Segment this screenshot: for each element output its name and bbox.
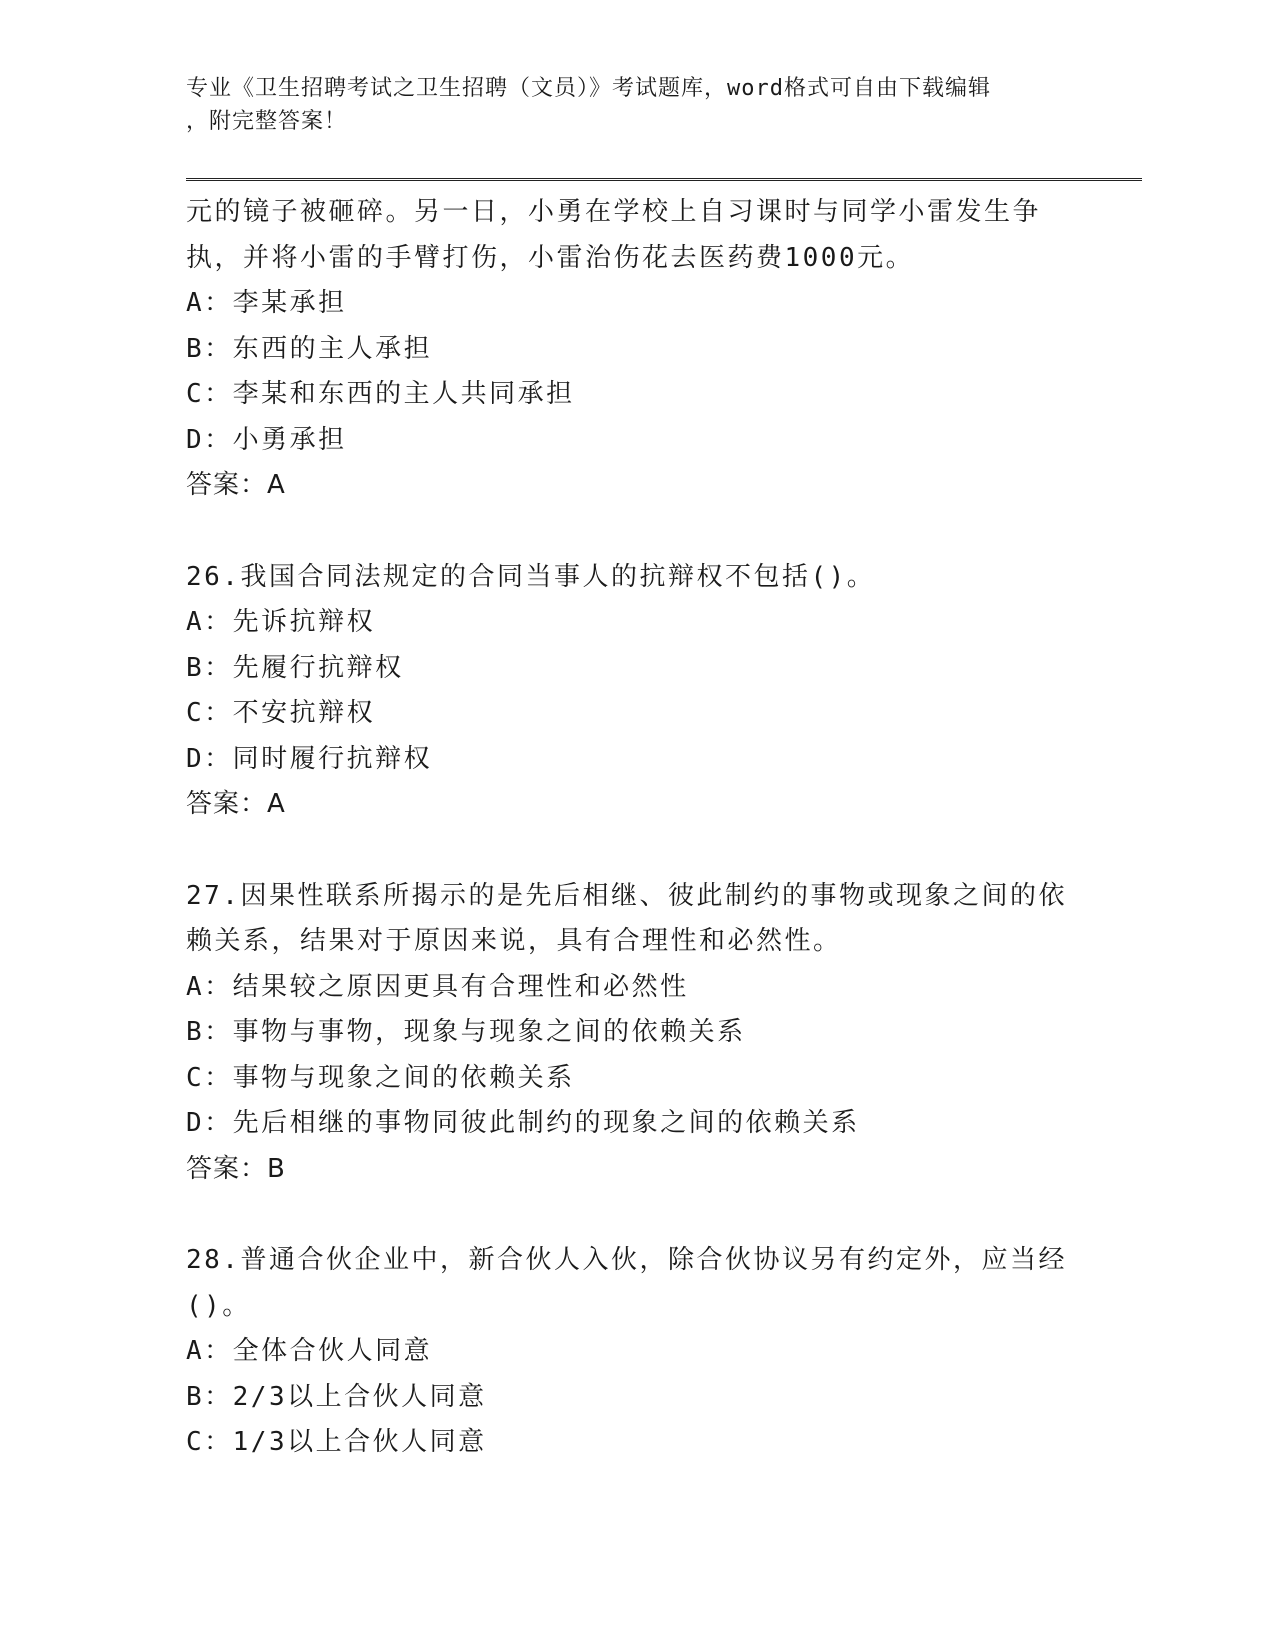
question-26 bbox=[186, 555, 1086, 828]
header-line-2: ，附完整答案！ bbox=[186, 109, 348, 134]
spacer bbox=[186, 1192, 1086, 1238]
option-d: D：先后相继的事物同彼此制约的现象之间的依赖关系 bbox=[186, 1108, 860, 1138]
option-c: C：1/3以上合伙人同意 bbox=[186, 1427, 487, 1457]
option-c: C：李某和东西的主人共同承担 bbox=[186, 379, 575, 409]
spacer bbox=[186, 509, 1086, 555]
option-b: B：先履行抗辩权 bbox=[186, 652, 404, 683]
question-stem: 28.普通合伙企业中，新合伙人入伙，除合伙协议另有约定外，应当经 bbox=[186, 1245, 1067, 1275]
option-b: B：事物与事物，现象与现象之间的依赖关系 bbox=[186, 1017, 746, 1047]
answer-label: 答案：B bbox=[186, 1153, 286, 1184]
question-stem: 27.因果性联系所揭示的是先后相继、彼此制约的事物或现象之间的依 bbox=[186, 880, 1067, 911]
document-header bbox=[186, 72, 1086, 138]
question-stem: 元的镜子被砸碎。另一日，小勇在学校上自习课时与同学小雷发生争 bbox=[186, 197, 1042, 227]
option-d: D：同时履行抗辩权 bbox=[186, 743, 433, 774]
question-stem: ()。 bbox=[186, 1290, 251, 1321]
option-a: A：结果较之原因更具有合理性和必然性 bbox=[186, 971, 689, 1002]
option-c: C：不安抗辩权 bbox=[186, 698, 376, 728]
option-b: B：东西的主人承担 bbox=[186, 333, 433, 364]
question-25 bbox=[186, 190, 1086, 509]
option-d: D：小勇承担 bbox=[186, 424, 347, 455]
option-a: A：全体合伙人同意 bbox=[186, 1336, 433, 1366]
answer-label: 答案：A bbox=[186, 470, 286, 500]
question-stem: 执，并将小雷的手臂打伤，小雷治伤花去医药费1000元。 bbox=[186, 242, 915, 273]
option-b: B：2/3以上合伙人同意 bbox=[186, 1381, 487, 1412]
option-a: A：李某承担 bbox=[186, 288, 347, 318]
option-c: C：事物与现象之间的依赖关系 bbox=[186, 1062, 575, 1093]
question-stem: 赖关系，结果对于原因来说，具有合理性和必然性。 bbox=[186, 926, 842, 956]
question-list bbox=[186, 190, 1086, 1466]
header-divider bbox=[186, 178, 1142, 181]
answer-label: 答案：A bbox=[186, 789, 286, 819]
header-line-1: 专业《卫生招聘考试之卫生招聘（文员）》考试题库，word格式可自由下载编辑 bbox=[186, 76, 991, 101]
spacer bbox=[186, 828, 1086, 874]
question-28 bbox=[186, 1238, 1086, 1466]
question-27 bbox=[186, 874, 1086, 1193]
option-a: A：先诉抗辩权 bbox=[186, 607, 376, 637]
question-stem: 26.我国合同法规定的合同当事人的抗辩权不包括()。 bbox=[186, 561, 876, 592]
